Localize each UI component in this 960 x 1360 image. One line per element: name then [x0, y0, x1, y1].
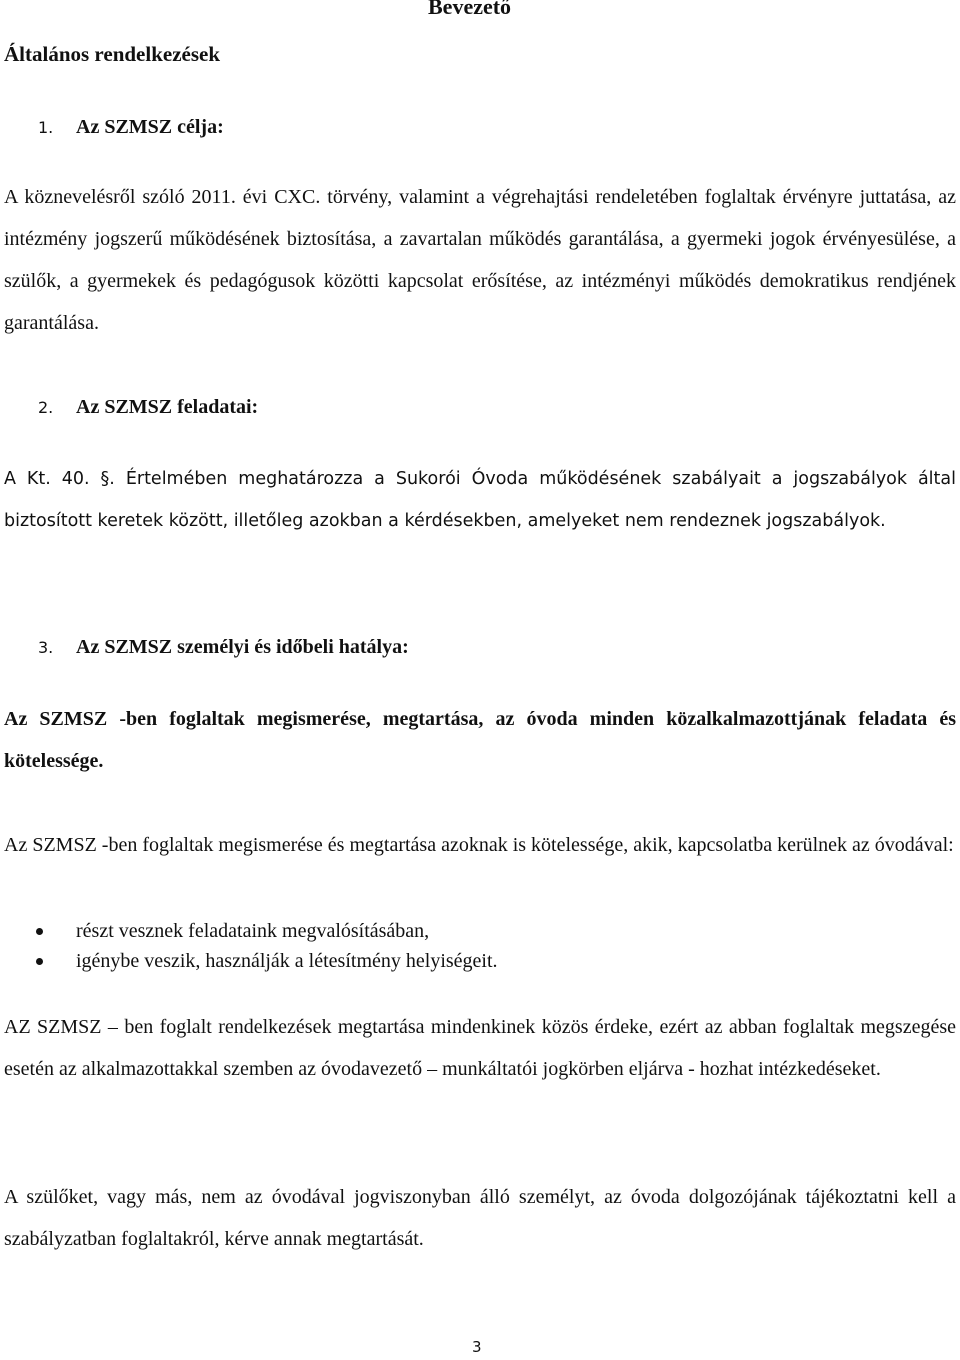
paragraph-scope-4: A szülőket, vagy más, nem az óvodával jogviszonyban álló személyt, az óvoda dolgozójának tájékoztatni kell a szabályzatban foglaltakról, kérve annak megtartását.	[4, 1186, 956, 1250]
list-item-text: részt vesznek feladataink megvalósításában,	[76, 920, 430, 942]
heading-2-number: 2.	[38, 398, 54, 417]
heading-3-text: Az SZMSZ személyi és időbeli hatálya:	[76, 636, 409, 658]
heading-1-text: Az SZMSZ célja:	[76, 116, 224, 138]
paragraph-scope-3: AZ SZMSZ – ben foglalt rendelkezések megtartása mindenkinek közös érdeke, ezért az abban foglaltak megszegése esetén az alkalmazottakkal szemben az óvodavezető – munkáltatói jogkörben eljárva - hozhat intézkedéseket.	[4, 1016, 956, 1080]
list-item	[30, 916, 498, 946]
heading-2	[38, 396, 258, 419]
heading-1	[38, 116, 224, 139]
heading-3-number: 3.	[38, 638, 54, 657]
section-title: Általános rendelkezések	[4, 42, 221, 66]
page-number: 3	[472, 1338, 482, 1356]
document-title: Bevezető	[428, 0, 512, 19]
heading-2-text: Az SZMSZ feladatai:	[76, 396, 259, 418]
bullet-icon	[36, 928, 43, 935]
list-item	[30, 946, 498, 976]
paragraph-purpose: A köznevelésről szóló 2011. évi CXC. törvény, valamint a végrehajtási rendeletében foglaltak érvényre juttatása, az intézmény jogszerű működésének biztosítása, a zavartalan működés garantálása, a gyermeki jogok érvényesülése, a szülők, a gyermekek és pedagógusok közötti kapcsolat erősítése, az intézményi működés demokratikus rendjének garantálása.	[4, 186, 956, 334]
paragraph-scope-bold: Az SZMSZ -ben foglaltak megismerése, megtartása, az óvoda minden közalkalmazottjának feladata és kötelessége.	[4, 708, 956, 772]
paragraph-scope-2: Az SZMSZ -ben foglaltak megismerése és megtartása azoknak is kötelessége, akik, kapcsolatba kerülnek az óvodával:	[4, 834, 954, 856]
paragraph-tasks: A Kt. 40. §. Értelmében meghatározza a Sukorói Óvoda működésének szabályait a jogszabályok által biztosított keretek között, illetőleg azokban a kérdésekben, amelyeket nem rendeznek jogszabályok.	[4, 469, 956, 531]
list-item-text: igénybe veszik, használják a létesítmény helyiségeit.	[76, 950, 498, 972]
bullet-list	[30, 916, 498, 976]
bullet-icon	[36, 958, 43, 965]
heading-3	[38, 636, 409, 659]
heading-1-number: 1.	[38, 118, 54, 137]
